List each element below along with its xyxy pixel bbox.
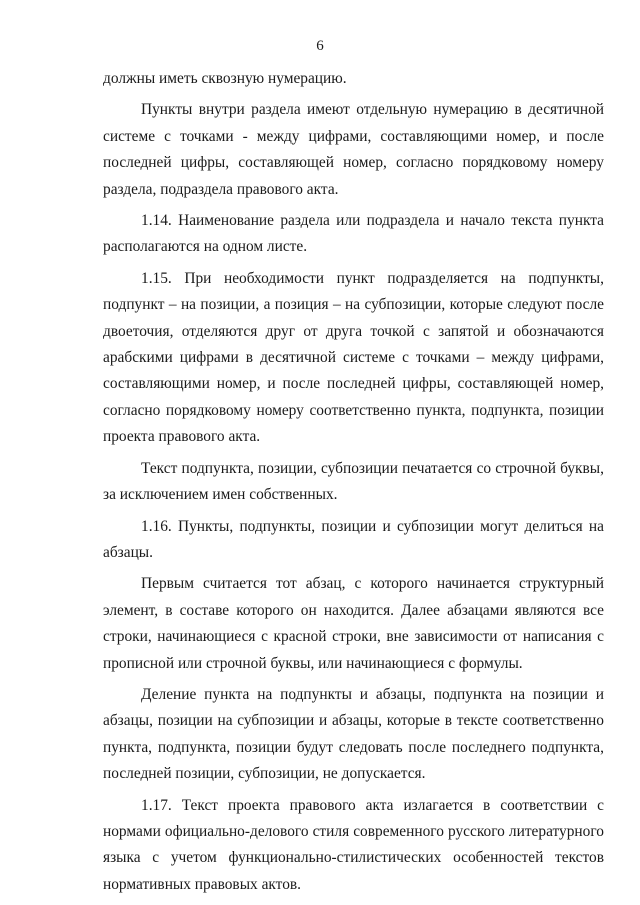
- paragraph-1-17: 1.17. Текст проекта правового акта излагается в соответствии с нормами официально-делового стиля современного русского литературного языка с учетом функционально-стилистических особенностей текстов нормативных правовых актов.: [103, 796, 604, 893]
- paragraph-1-16: 1.16. Пункты, подпункты, позиции и субпозиции могут делиться на абзацы.: [103, 517, 604, 561]
- paragraph-numbering-rule: Пункты внутри раздела имеют отдельную нумерацию в десятичной системе с точками - между цифрами, составляющими номер, и после последней цифры, составляющей номер, согласно порядковому номеру раздела, подраздела правового акта.: [103, 101, 604, 198]
- paragraph-continuation: должны иметь сквозную нумерацию.: [103, 70, 347, 87]
- document-body: [103, 66, 604, 898]
- paragraph-first-abzac: Первым считается тот абзац, с которого начинается структурный элемент, в составе которого он находится. Далее абзацами являются все строки, начинающиеся с красной строки, вне зависимости от написания с прописной или строчной буквы, или начинающиеся с формулы.: [103, 575, 604, 672]
- paragraph-1-14: 1.14. Наименование раздела или подраздела и начало текста пункта располагаются на одном листе.: [103, 212, 604, 256]
- paragraph-1-15: 1.15. При необходимости пункт подразделяется на подпункты, подпункт – на позиции, а позиция – на субпозиции, которые следуют после двоеточия, отделяются друг от друга точкой с запятой и обозначаются арабскими цифрами в десятичной системе с точками – между цифрами, составляющими номер, и после последней цифры, составляющей номер, согласно порядковому номеру соответственно пункта, подпункта, позиции проекта правового акта.: [103, 269, 604, 446]
- paragraph-lowercase-rule: Текст подпункта, позиции, субпозиции печатается со строчной буквы, за исключением имен собственных.: [103, 459, 604, 504]
- page-number: 6: [316, 38, 324, 54]
- paragraph-division-rule: Деление пункта на подпункты и абзацы, подпункта на позиции и абзацы, позиции на субпозиции и абзацы, которые в тексте соответственно пункта, подпункта, позиции будут следовать после последнего подпункта, последней позиции, субпозиции, не допускается.: [103, 685, 604, 783]
